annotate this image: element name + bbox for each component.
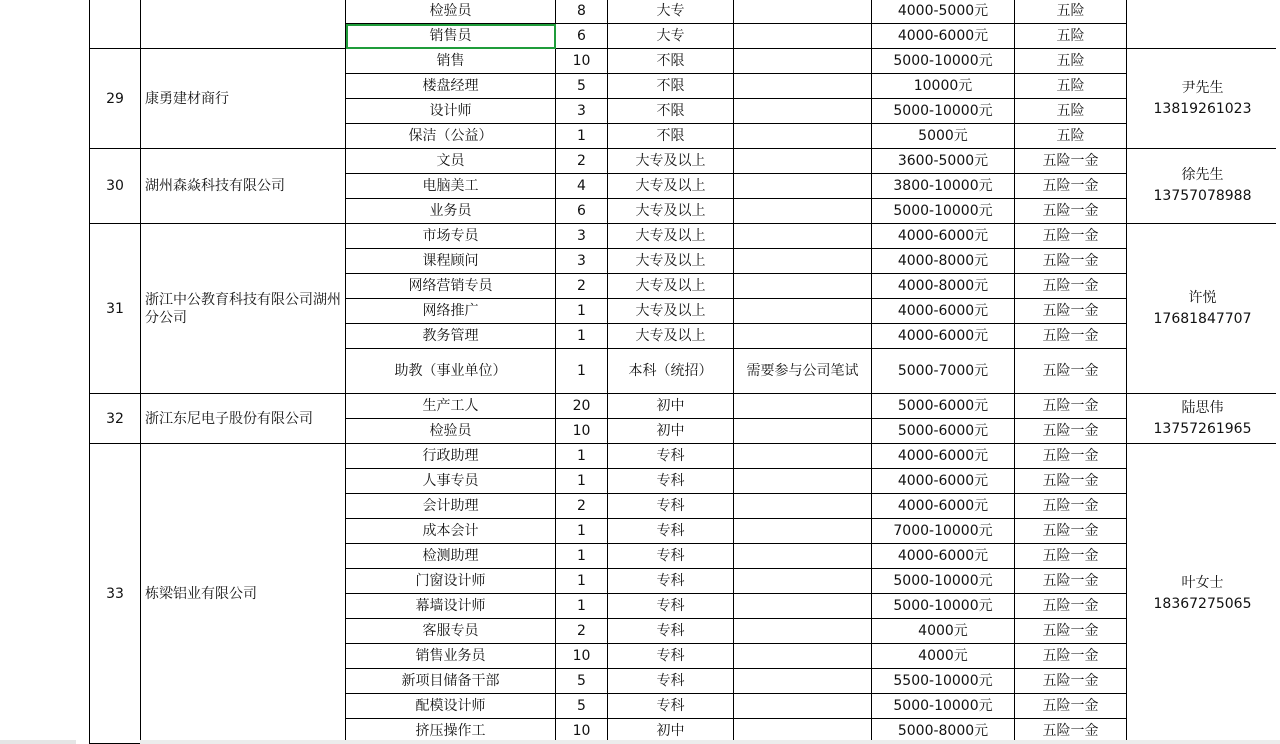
education-cell[interactable]: 本科（统招） <box>608 349 734 394</box>
position-cell[interactable]: 行政助理 <box>346 444 556 469</box>
requirement-note-cell[interactable] <box>734 394 872 419</box>
salary-cell[interactable]: 4000-6000元 <box>872 299 1015 324</box>
salary-cell[interactable]: 5000-10000元 <box>872 569 1015 594</box>
headcount-cell[interactable]: 5 <box>556 694 608 719</box>
position-cell[interactable]: 业务员 <box>346 199 556 224</box>
salary-cell[interactable]: 4000-8000元 <box>872 249 1015 274</box>
headcount-cell[interactable]: 10 <box>556 719 608 744</box>
requirement-note-cell[interactable] <box>734 644 872 669</box>
headcount-cell[interactable]: 1 <box>556 324 608 349</box>
insurance-cell[interactable]: 五险一金 <box>1015 494 1127 519</box>
company-name-cell[interactable]: 浙江东尼电子股份有限公司 <box>141 394 346 444</box>
salary-cell[interactable]: 5500-10000元 <box>872 669 1015 694</box>
education-cell[interactable]: 不限 <box>608 124 734 149</box>
position-cell[interactable]: 文员 <box>346 149 556 174</box>
education-cell[interactable]: 专科 <box>608 494 734 519</box>
education-cell[interactable]: 大专及以上 <box>608 299 734 324</box>
requirement-note-cell[interactable] <box>734 0 872 24</box>
salary-cell[interactable]: 5000-10000元 <box>872 694 1015 719</box>
position-cell[interactable]: 会计助理 <box>346 494 556 519</box>
insurance-cell[interactable]: 五险一金 <box>1015 149 1127 174</box>
company-name-cell[interactable]: 浙江中公教育科技有限公司湖州分公司 <box>141 224 346 394</box>
requirement-note-cell[interactable] <box>734 274 872 299</box>
position-cell[interactable]: 检测助理 <box>346 544 556 569</box>
salary-cell[interactable]: 5000-8000元 <box>872 719 1015 744</box>
education-cell[interactable]: 专科 <box>608 669 734 694</box>
education-cell[interactable]: 专科 <box>608 694 734 719</box>
headcount-cell[interactable]: 5 <box>556 74 608 99</box>
requirement-note-cell[interactable] <box>734 519 872 544</box>
horizontal-scrollbar-track[interactable] <box>140 740 1280 744</box>
salary-cell[interactable]: 10000元 <box>872 74 1015 99</box>
position-cell[interactable]: 保洁（公益） <box>346 124 556 149</box>
contact-cell[interactable] <box>1127 444 1279 744</box>
insurance-cell[interactable]: 五险 <box>1015 24 1127 49</box>
headcount-cell[interactable]: 4 <box>556 174 608 199</box>
position-cell[interactable]: 课程顾问 <box>346 249 556 274</box>
contact-phone: 17681847707 <box>1153 310 1252 327</box>
education-cell[interactable]: 大专及以上 <box>608 174 734 199</box>
position-cell[interactable]: 成本会计 <box>346 519 556 544</box>
contact-phone: 13819261023 <box>1153 100 1252 117</box>
salary-cell[interactable]: 3600-5000元 <box>872 149 1015 174</box>
table-row <box>90 0 1279 24</box>
position-cell[interactable]: 设计师 <box>346 99 556 124</box>
position-cell[interactable]: 电脑美工 <box>346 174 556 199</box>
salary-cell[interactable]: 7000-10000元 <box>872 519 1015 544</box>
insurance-cell[interactable]: 五险一金 <box>1015 444 1127 469</box>
salary-cell[interactable]: 3800-10000元 <box>872 174 1015 199</box>
position-cell[interactable]: 生产工人 <box>346 394 556 419</box>
requirement-note-cell[interactable] <box>734 619 872 644</box>
sheet-right-edge <box>1276 0 1280 744</box>
requirement-note-cell[interactable] <box>734 324 872 349</box>
salary-cell[interactable]: 4000-6000元 <box>872 24 1015 49</box>
position-cell[interactable]: 检验员 <box>346 419 556 444</box>
headcount-cell[interactable]: 3 <box>556 249 608 274</box>
headcount-cell[interactable]: 6 <box>556 24 608 49</box>
headcount-cell[interactable]: 1 <box>556 299 608 324</box>
company-no-cell[interactable]: 33 <box>90 444 141 744</box>
requirement-note-cell[interactable] <box>734 694 872 719</box>
requirement-note-cell[interactable] <box>734 149 872 174</box>
education-cell[interactable]: 初中 <box>608 719 734 744</box>
contact-cell[interactable] <box>1127 394 1279 444</box>
headcount-cell[interactable]: 20 <box>556 394 608 419</box>
salary-cell[interactable]: 5000元 <box>872 124 1015 149</box>
contact-cell[interactable] <box>1127 224 1279 394</box>
insurance-cell[interactable]: 五险一金 <box>1015 349 1127 394</box>
education-cell[interactable]: 专科 <box>608 519 734 544</box>
insurance-cell[interactable]: 五险一金 <box>1015 299 1127 324</box>
job-listing-table <box>89 0 1279 744</box>
contact-cell[interactable] <box>1127 149 1279 224</box>
company-name-cell[interactable]: 栋梁铝业有限公司 <box>141 444 346 744</box>
position-cell[interactable]: 网络推广 <box>346 299 556 324</box>
contact-phone: 18367275065 <box>1153 595 1252 612</box>
contact-name: 徐先生 <box>1181 167 1224 183</box>
salary-cell[interactable]: 5000-10000元 <box>872 199 1015 224</box>
headcount-cell[interactable]: 8 <box>556 0 608 24</box>
contact-name: 许悦 <box>1188 289 1217 306</box>
salary-cell[interactable]: 4000-6000元 <box>872 324 1015 349</box>
salary-cell[interactable]: 5000-6000元 <box>872 419 1015 444</box>
headcount-cell[interactable]: 1 <box>556 124 608 149</box>
position-cell[interactable]: 检验员 <box>346 0 556 24</box>
headcount-cell[interactable]: 10 <box>556 419 608 444</box>
requirement-note-cell[interactable] <box>734 74 872 99</box>
salary-cell[interactable]: 5000-10000元 <box>872 49 1015 74</box>
position-cell[interactable]: 新项目储备干部 <box>346 669 556 694</box>
position-cell[interactable]: 市场专员 <box>346 224 556 249</box>
insurance-cell[interactable]: 五险一金 <box>1015 174 1127 199</box>
education-cell[interactable]: 专科 <box>608 544 734 569</box>
salary-cell[interactable]: 5000-10000元 <box>872 594 1015 619</box>
position-cell[interactable]: 人事专员 <box>346 469 556 494</box>
requirement-note-cell[interactable] <box>734 494 872 519</box>
insurance-cell[interactable]: 五险 <box>1015 0 1127 24</box>
headcount-cell[interactable]: 1 <box>556 349 608 394</box>
headcount-cell[interactable]: 1 <box>556 469 608 494</box>
education-cell[interactable]: 专科 <box>608 469 734 494</box>
education-cell[interactable]: 初中 <box>608 419 734 444</box>
insurance-cell[interactable]: 五险一金 <box>1015 249 1127 274</box>
requirement-note-cell[interactable] <box>734 24 872 49</box>
insurance-cell[interactable]: 五险一金 <box>1015 719 1127 744</box>
salary-cell[interactable]: 4000元 <box>872 619 1015 644</box>
insurance-cell[interactable]: 五险一金 <box>1015 569 1127 594</box>
education-cell[interactable]: 不限 <box>608 74 734 99</box>
position-cell[interactable]: 销售业务员 <box>346 644 556 669</box>
requirement-note-cell[interactable]: 需要参与公司笔试 <box>734 349 872 394</box>
insurance-cell[interactable]: 五险 <box>1015 124 1127 149</box>
headcount-cell[interactable]: 2 <box>556 149 608 174</box>
position-cell[interactable]: 楼盘经理 <box>346 74 556 99</box>
position-cell[interactable]: 助教（事业单位） <box>346 349 556 394</box>
headcount-cell[interactable]: 2 <box>556 274 608 299</box>
table-row <box>90 394 1279 419</box>
salary-cell[interactable]: 4000-6000元 <box>872 469 1015 494</box>
headcount-cell[interactable]: 1 <box>556 594 608 619</box>
insurance-cell[interactable]: 五险一金 <box>1015 274 1127 299</box>
insurance-cell[interactable]: 五险一金 <box>1015 644 1127 669</box>
headcount-cell[interactable]: 10 <box>556 644 608 669</box>
salary-cell[interactable]: 4000-6000元 <box>872 494 1015 519</box>
salary-cell[interactable]: 4000-6000元 <box>872 544 1015 569</box>
salary-cell[interactable]: 5000-7000元 <box>872 349 1015 394</box>
position-cell[interactable]: 网络营销专员 <box>346 274 556 299</box>
headcount-cell[interactable]: 2 <box>556 619 608 644</box>
requirement-note-cell[interactable] <box>734 99 872 124</box>
headcount-cell[interactable]: 3 <box>556 224 608 249</box>
position-cell[interactable]: 销售员 <box>346 24 556 49</box>
insurance-cell[interactable]: 五险 <box>1015 74 1127 99</box>
insurance-cell[interactable]: 五险一金 <box>1015 544 1127 569</box>
requirement-note-cell[interactable] <box>734 469 872 494</box>
education-cell[interactable]: 不限 <box>608 99 734 124</box>
contact-phone: 13757261965 <box>1153 420 1252 437</box>
headcount-cell[interactable]: 5 <box>556 669 608 694</box>
salary-cell[interactable]: 4000-6000元 <box>872 224 1015 249</box>
position-cell[interactable]: 客服专员 <box>346 619 556 644</box>
position-cell[interactable]: 销售 <box>346 49 556 74</box>
requirement-note-cell[interactable] <box>734 299 872 324</box>
table-row <box>90 149 1279 174</box>
education-cell[interactable]: 大专 <box>608 0 734 24</box>
contact-name: 陆思伟 <box>1181 399 1224 416</box>
position-cell[interactable]: 挤压操作工 <box>346 719 556 744</box>
requirement-note-cell[interactable] <box>734 444 872 469</box>
headcount-cell[interactable]: 10 <box>556 49 608 74</box>
headcount-cell[interactable]: 6 <box>556 199 608 224</box>
headcount-cell[interactable]: 3 <box>556 99 608 124</box>
salary-cell[interactable]: 4000-8000元 <box>872 274 1015 299</box>
position-cell[interactable]: 门窗设计师 <box>346 569 556 594</box>
contact-cell[interactable] <box>1127 0 1279 49</box>
position-cell[interactable]: 教务管理 <box>346 324 556 349</box>
requirement-note-cell[interactable] <box>734 174 872 199</box>
insurance-cell[interactable]: 五险一金 <box>1015 669 1127 694</box>
company-no-cell[interactable]: 29 <box>90 49 141 149</box>
education-cell[interactable]: 大专及以上 <box>608 149 734 174</box>
salary-cell[interactable]: 4000元 <box>872 644 1015 669</box>
company-no-cell[interactable]: 30 <box>90 149 141 224</box>
insurance-cell[interactable]: 五险一金 <box>1015 419 1127 444</box>
education-cell[interactable]: 大专及以上 <box>608 274 734 299</box>
insurance-cell[interactable]: 五险一金 <box>1015 594 1127 619</box>
headcount-cell[interactable]: 1 <box>556 569 608 594</box>
education-cell[interactable]: 专科 <box>608 444 734 469</box>
insurance-cell[interactable]: 五险 <box>1015 99 1127 124</box>
requirement-note-cell[interactable] <box>734 49 872 74</box>
table-row <box>90 49 1279 74</box>
insurance-cell[interactable]: 五险一金 <box>1015 469 1127 494</box>
insurance-cell[interactable]: 五险一金 <box>1015 394 1127 419</box>
education-cell[interactable]: 大专及以上 <box>608 224 734 249</box>
horizontal-scrollbar-left[interactable] <box>0 740 76 744</box>
salary-cell[interactable]: 5000-10000元 <box>872 99 1015 124</box>
education-cell[interactable]: 大专及以上 <box>608 249 734 274</box>
requirement-note-cell[interactable] <box>734 594 872 619</box>
headcount-cell[interactable]: 1 <box>556 519 608 544</box>
contact-name: 尹先生 <box>1181 79 1224 96</box>
insurance-cell[interactable]: 五险一金 <box>1015 694 1127 719</box>
requirement-note-cell[interactable] <box>734 124 872 149</box>
insurance-cell[interactable]: 五险 <box>1015 49 1127 74</box>
contact-name: 叶女士 <box>1181 574 1224 591</box>
requirement-note-cell[interactable] <box>734 569 872 594</box>
education-cell[interactable]: 大专及以上 <box>608 199 734 224</box>
headcount-cell[interactable]: 1 <box>556 444 608 469</box>
requirement-note-cell[interactable] <box>734 199 872 224</box>
insurance-cell[interactable]: 五险一金 <box>1015 224 1127 249</box>
requirement-note-cell[interactable] <box>734 249 872 274</box>
salary-cell[interactable]: 4000-6000元 <box>872 444 1015 469</box>
insurance-cell[interactable]: 五险一金 <box>1015 324 1127 349</box>
education-cell[interactable]: 大专及以上 <box>608 324 734 349</box>
headcount-cell[interactable]: 1 <box>556 544 608 569</box>
insurance-cell[interactable]: 五险一金 <box>1015 199 1127 224</box>
company-no-cell[interactable]: 32 <box>90 394 141 444</box>
contact-phone: 13757078988 <box>1153 188 1252 204</box>
requirement-note-cell[interactable] <box>734 669 872 694</box>
table-row <box>90 224 1279 249</box>
position-cell[interactable]: 幕墙设计师 <box>346 594 556 619</box>
company-no-cell[interactable]: 31 <box>90 224 141 394</box>
education-cell[interactable]: 专科 <box>608 619 734 644</box>
company-name-cell[interactable]: 湖州森焱科技有限公司 <box>141 149 346 224</box>
headcount-cell[interactable]: 2 <box>556 494 608 519</box>
salary-cell[interactable]: 4000-5000元 <box>872 0 1015 24</box>
requirement-note-cell[interactable] <box>734 224 872 249</box>
education-cell[interactable]: 初中 <box>608 394 734 419</box>
insurance-cell[interactable]: 五险一金 <box>1015 619 1127 644</box>
education-cell[interactable]: 专科 <box>608 594 734 619</box>
company-no-cell[interactable] <box>90 0 141 49</box>
table-row <box>90 444 1279 469</box>
requirement-note-cell[interactable] <box>734 419 872 444</box>
company-name-cell[interactable] <box>141 0 346 49</box>
education-cell[interactable]: 专科 <box>608 569 734 594</box>
education-cell[interactable]: 大专 <box>608 24 734 49</box>
requirement-note-cell[interactable] <box>734 544 872 569</box>
contact-cell[interactable] <box>1127 49 1279 149</box>
company-name-cell[interactable]: 康勇建材商行 <box>141 49 346 149</box>
salary-cell[interactable]: 5000-6000元 <box>872 394 1015 419</box>
education-cell[interactable]: 专科 <box>608 644 734 669</box>
education-cell[interactable]: 不限 <box>608 49 734 74</box>
position-cell[interactable]: 配模设计师 <box>346 694 556 719</box>
insurance-cell[interactable]: 五险一金 <box>1015 519 1127 544</box>
